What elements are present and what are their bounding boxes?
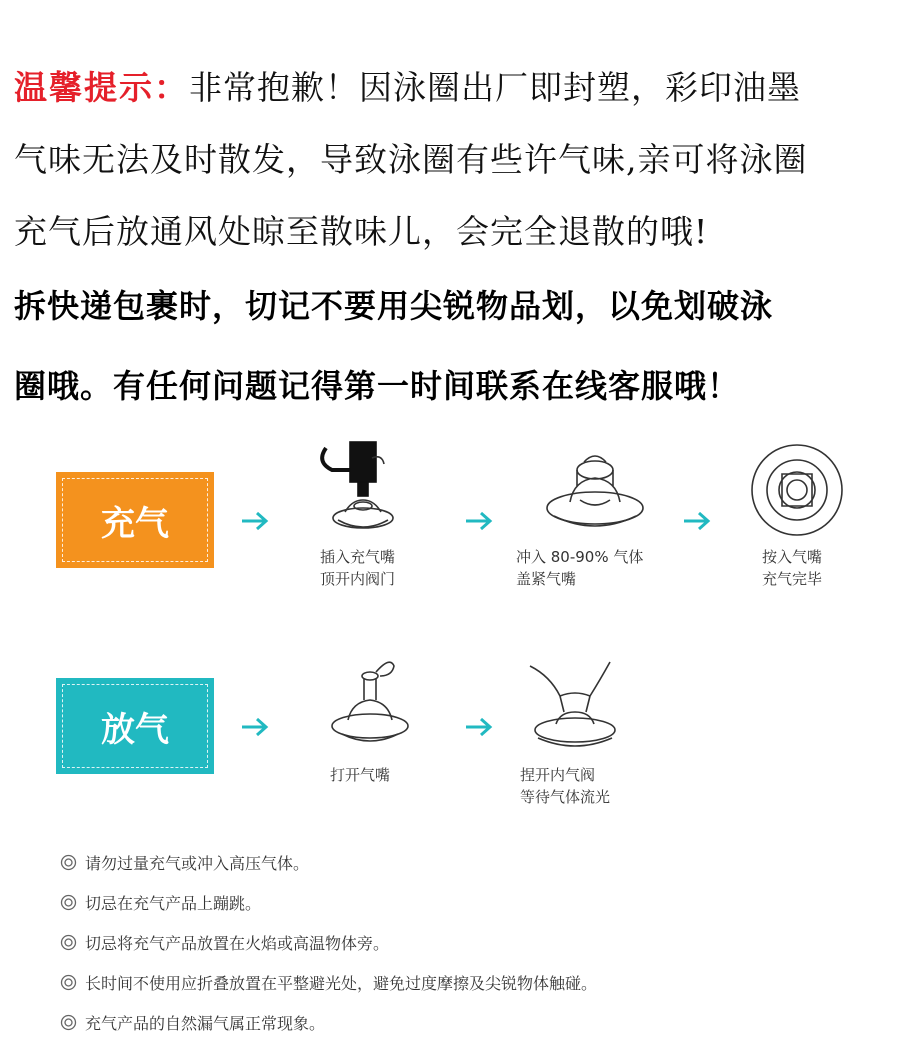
list-item [60,882,597,922]
arrow-right-icon [240,716,270,738]
bullet-circle-icon [60,974,77,991]
pressed-valve-icon [742,440,852,540]
bullet-circle-icon [60,894,77,911]
insert-nozzle-icon [312,440,412,540]
inflate-step-3-caption [762,546,822,590]
deflate-step-2-line-2: 等待气体流光 [520,788,611,806]
inflate-step-1-line-2: 顶开内阀门 [320,570,396,588]
inflate-step-2-line-2: 盖紧气嘴 [516,570,577,588]
list-item [60,1002,597,1042]
inflate-step-1-caption [320,546,395,590]
bullet-circle-icon [60,1014,77,1031]
tip-text: 切忌将充气产品放置在火焰或高温物体旁。 [85,933,390,953]
notice-line-1 [14,52,894,124]
notice-text-1: 非常抱歉！因泳圈出厂即封塑，彩印油墨 [189,68,801,107]
inflate-step-2-caption [516,546,643,590]
arrow-right-icon [464,510,494,532]
bullet-circle-icon [60,934,77,951]
valve-cap-icon [540,440,650,540]
tip-text: 切忌在充气产品上蹦跳。 [85,893,262,913]
notice-line-2: 气味无法及时散发，导致泳圈有些许气味,亲可将泳圈 [14,140,808,179]
deflate-step-1-line-1: 打开气嘴 [330,766,391,784]
tip-text: 充气产品的自然漏气属正常现象。 [85,1013,326,1033]
arrow-right-icon [464,716,494,738]
deflate-step-1-caption [330,764,390,786]
arrow-right-icon [682,510,712,532]
open-valve-icon [320,648,420,748]
inflate-step-2-line-1: 冲入 80-90% 气体 [516,548,644,566]
pinch-valve-icon [520,656,630,756]
arrow-right-icon [240,510,270,532]
notice-block [14,52,894,268]
notice-line-3: 充气后放通风处晾至散味儿，会完全退散的哦! [14,212,709,251]
inflate-badge-label: 充气 [101,503,169,544]
list-item [60,962,597,1002]
inflate-step-3-line-1: 按入气嘴 [762,548,823,566]
warning-block [14,266,894,426]
tip-text: 请勿过量充气或冲入高压气体。 [85,853,310,873]
deflate-step-2-caption [520,764,610,808]
list-item [60,842,597,882]
deflate-badge [56,678,214,774]
safety-tips-list [60,842,597,1042]
warning-line-1: 拆快递包裹时，切记不要用尖锐物品划，以免划破泳 [14,287,774,325]
tip-text: 长时间不使用应折叠放置在平整避光处，避免过度摩擦及尖锐物体触碰。 [85,973,598,993]
inflate-step-1-line-1: 插入充气嘴 [320,548,396,566]
notice-label: 温馨提示： [14,68,189,107]
inflate-badge [56,472,214,568]
deflate-badge-label: 放气 [101,709,169,750]
list-item [60,922,597,962]
warning-line-2: 圈哦。有任何问题记得第一时间联系在线客服哦！ [14,367,741,405]
inflate-step-3-line-2: 充气完毕 [762,570,823,588]
deflate-step-2-line-1: 捏开内气阀 [520,766,596,784]
bullet-circle-icon [60,854,77,871]
